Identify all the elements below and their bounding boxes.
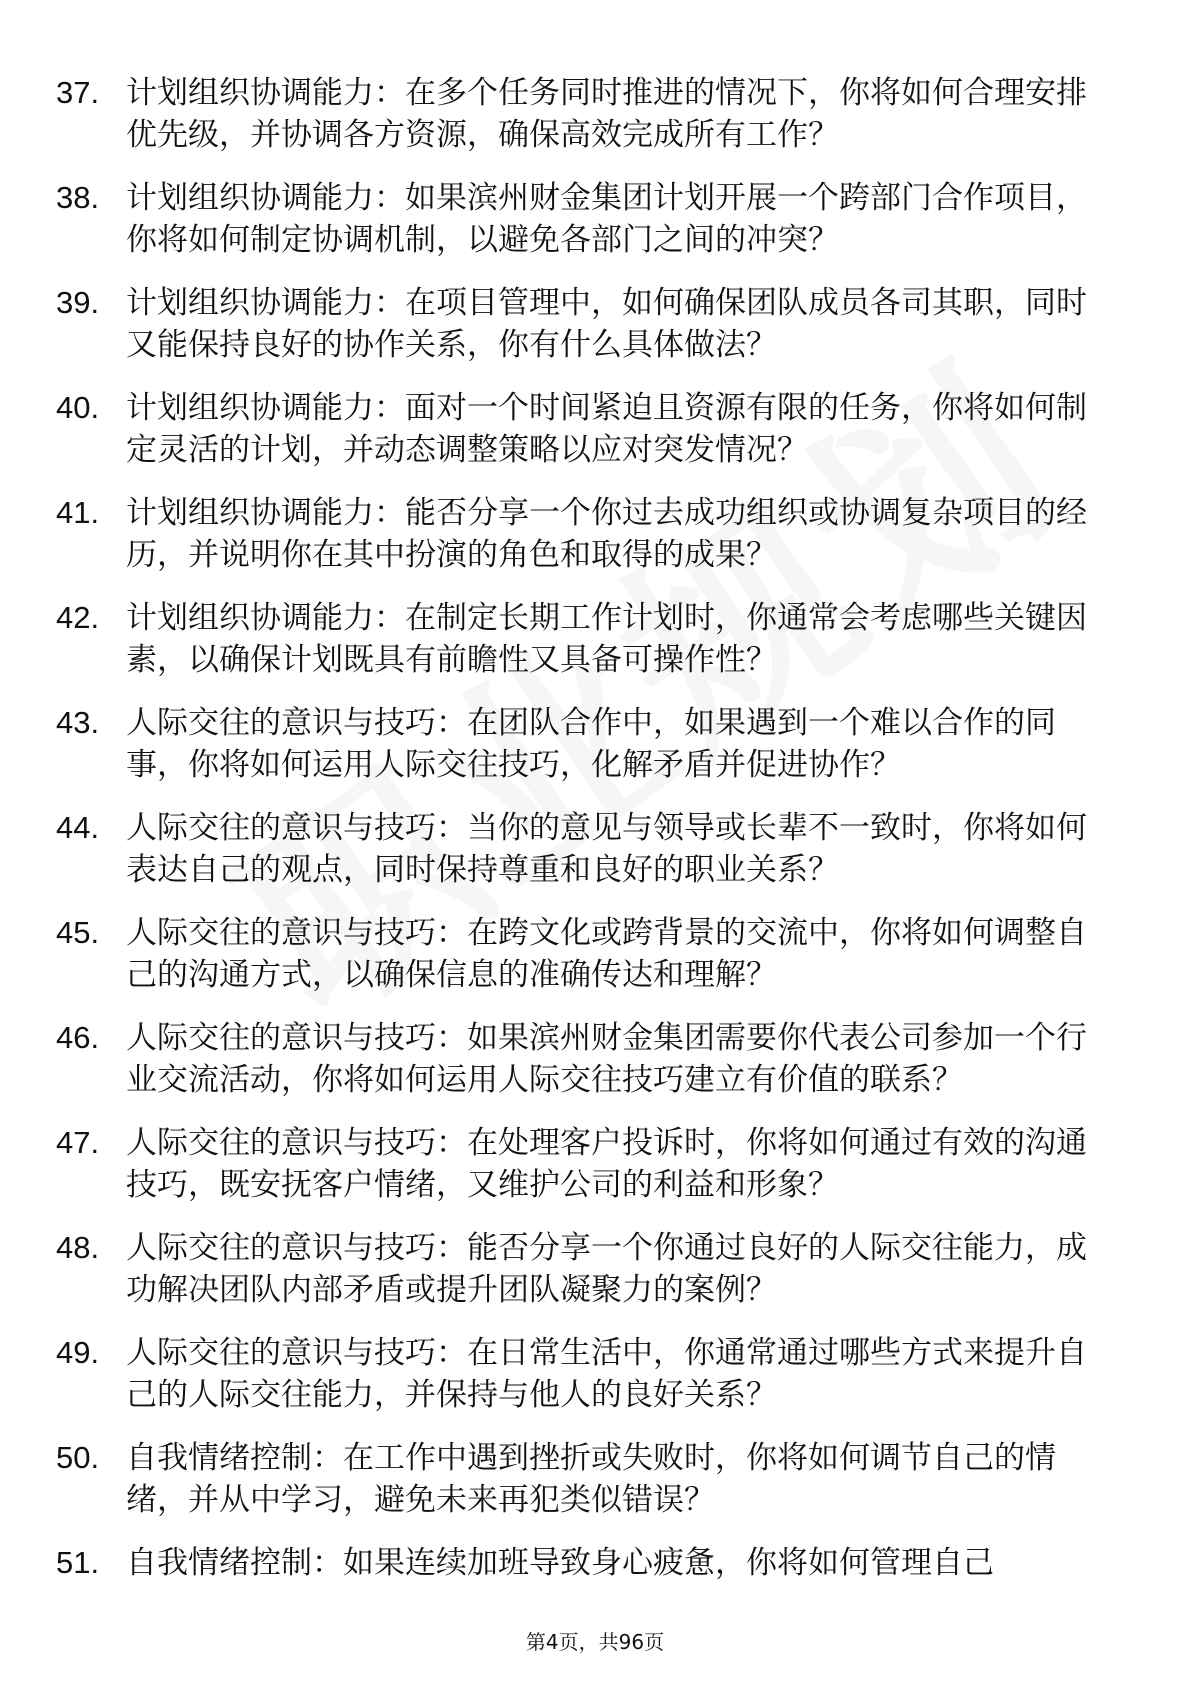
question-number: 38. bbox=[56, 180, 100, 215]
question-number: 49. bbox=[56, 1335, 100, 1370]
question-number: 42. bbox=[56, 600, 100, 635]
question-item bbox=[56, 912, 1116, 996]
question-text: 计划组织协调能力：能否分享一个你过去成功组织或协调复杂项目的经历，并说明你在其中扮演的角色和取得的成果？ bbox=[126, 495, 1087, 573]
question-item bbox=[56, 597, 1116, 681]
question-text: 人际交往的意识与技巧：在团队合作中，如果遇到一个难以合作的同事，你将如何运用人际交往技巧，化解矛盾并促进协作？ bbox=[126, 705, 1056, 783]
question-item bbox=[56, 492, 1116, 576]
question-number: 46. bbox=[56, 1020, 100, 1055]
question-text: 计划组织协调能力：面对一个时间紧迫且资源有限的任务，你将如何制定灵活的计划，并动态调整策略以应对突发情况？ bbox=[126, 390, 1087, 468]
question-list bbox=[56, 72, 1116, 1605]
question-text: 人际交往的意识与技巧：当你的意见与领导或长辈不一致时，你将如何表达自己的观点，同时保持尊重和良好的职业关系？ bbox=[126, 810, 1087, 888]
question-number: 51. bbox=[56, 1545, 100, 1580]
page-number-label: 第4页，共96页 bbox=[525, 1630, 665, 1654]
question-item bbox=[56, 1542, 1116, 1584]
question-number: 48. bbox=[56, 1230, 100, 1265]
question-item bbox=[56, 807, 1116, 891]
question-number: 40. bbox=[56, 390, 100, 425]
question-number: 44. bbox=[56, 810, 100, 845]
question-text: 计划组织协调能力：在制定长期工作计划时，你通常会考虑哪些关键因素，以确保计划既具有前瞻性又具备可操作性？ bbox=[126, 600, 1087, 678]
question-item bbox=[56, 1437, 1116, 1521]
question-item bbox=[56, 702, 1116, 786]
question-number: 37. bbox=[56, 75, 100, 110]
question-number: 50. bbox=[56, 1440, 100, 1475]
question-number: 41. bbox=[56, 495, 100, 530]
question-item bbox=[56, 177, 1116, 261]
question-text: 人际交往的意识与技巧：能否分享一个你通过良好的人际交往能力，成功解决团队内部矛盾或提升团队凝聚力的案例？ bbox=[126, 1230, 1087, 1308]
page-footer bbox=[0, 1628, 1190, 1656]
question-item bbox=[56, 1332, 1116, 1416]
question-item bbox=[56, 282, 1116, 366]
question-text: 自我情绪控制：在工作中遇到挫折或失败时，你将如何调节自己的情绪，并从中学习，避免未来再犯类似错误？ bbox=[126, 1440, 1056, 1518]
question-item bbox=[56, 1017, 1116, 1101]
question-text: 人际交往的意识与技巧：在处理客户投诉时，你将如何通过有效的沟通技巧，既安抚客户情绪，又维护公司的利益和形象？ bbox=[126, 1125, 1087, 1203]
question-number: 43. bbox=[56, 705, 100, 740]
question-text: 人际交往的意识与技巧：如果滨州财金集团需要你代表公司参加一个行业交流活动，你将如何运用人际交往技巧建立有价值的联系？ bbox=[126, 1020, 1087, 1098]
question-number: 45. bbox=[56, 915, 100, 950]
question-text: 计划组织协调能力：在多个任务同时推进的情况下，你将如何合理安排优先级，并协调各方资源，确保高效完成所有工作？ bbox=[126, 75, 1087, 153]
question-text: 计划组织协调能力：在项目管理中，如何确保团队成员各司其职，同时又能保持良好的协作关系，你有什么具体做法？ bbox=[126, 285, 1087, 363]
question-item bbox=[56, 72, 1116, 156]
question-text: 计划组织协调能力：如果滨州财金集团计划开展一个跨部门合作项目，你将如何制定协调机制，以避免各部门之间的冲突？ bbox=[126, 180, 1087, 258]
question-text: 人际交往的意识与技巧：在跨文化或跨背景的交流中，你将如何调整自己的沟通方式，以确保信息的准确传达和理解？ bbox=[126, 915, 1087, 993]
question-item bbox=[56, 1122, 1116, 1206]
question-number: 47. bbox=[56, 1125, 100, 1160]
question-item bbox=[56, 387, 1116, 471]
question-text: 自我情绪控制：如果连续加班导致身心疲惫，你将如何管理自己 bbox=[126, 1545, 994, 1581]
question-text: 人际交往的意识与技巧：在日常生活中，你通常通过哪些方式来提升自己的人际交往能力，并保持与他人的良好关系？ bbox=[126, 1335, 1087, 1413]
question-number: 39. bbox=[56, 285, 100, 320]
question-item bbox=[56, 1227, 1116, 1311]
